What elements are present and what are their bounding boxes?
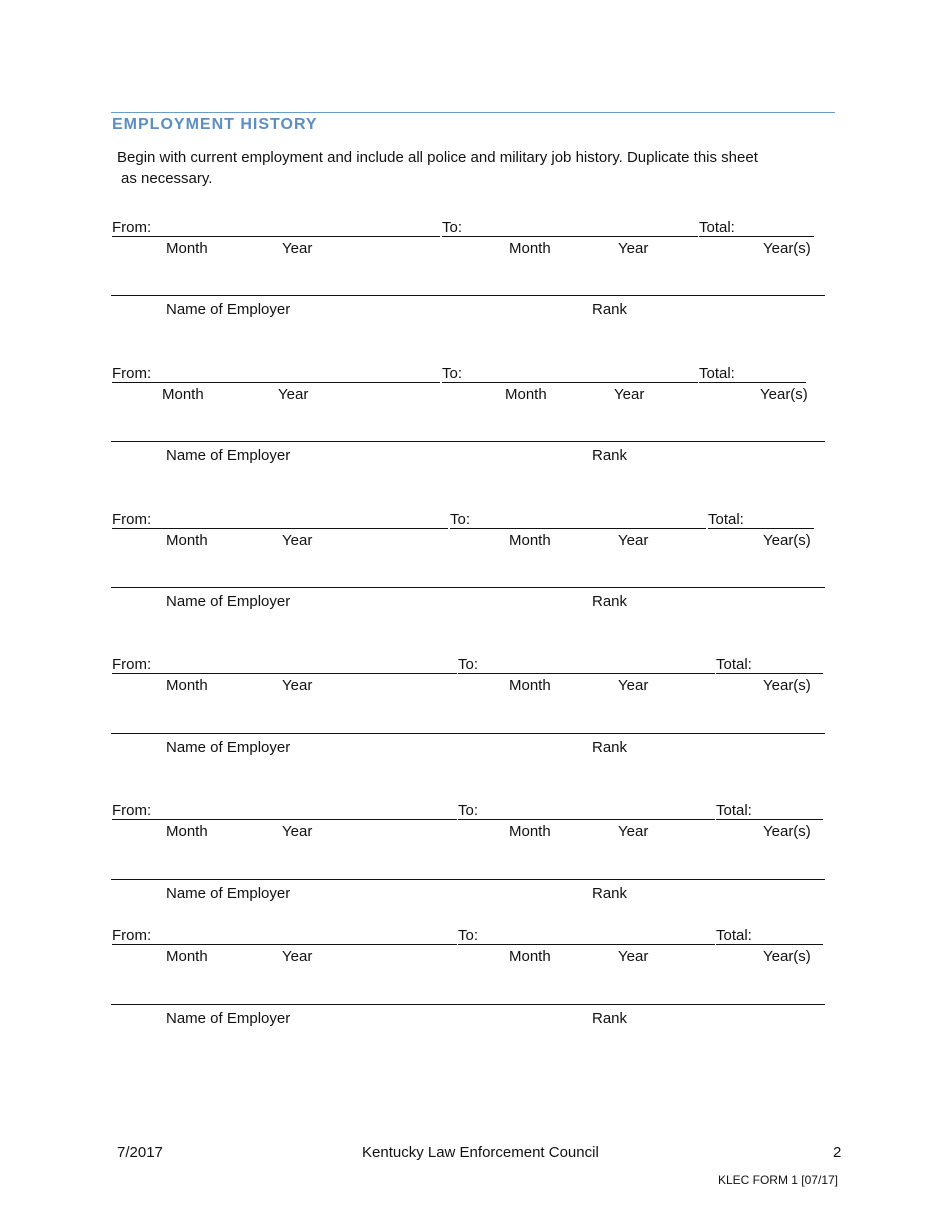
employer-rank-field[interactable] bbox=[111, 879, 825, 880]
from-month-caption: Month bbox=[166, 240, 208, 257]
to-label: To: bbox=[458, 802, 479, 819]
employer-caption: Name of Employer bbox=[166, 593, 291, 610]
rank-caption: Rank bbox=[592, 739, 628, 756]
to-year-caption: Year bbox=[614, 386, 645, 403]
to-month-caption: Month bbox=[509, 677, 551, 694]
to-year-caption: Year bbox=[618, 823, 649, 840]
total-label: Total: bbox=[699, 365, 735, 382]
to-label: To: bbox=[442, 219, 463, 236]
employer-caption: Name of Employer bbox=[166, 885, 291, 902]
section-title: EMPLOYMENT HISTORY bbox=[112, 116, 318, 133]
employer-rank-field[interactable] bbox=[111, 733, 825, 734]
instructions-line-2: as necessary. bbox=[121, 170, 213, 187]
employer-caption: Name of Employer bbox=[166, 739, 291, 756]
employment-entry bbox=[0, 365, 950, 485]
employment-entry bbox=[0, 511, 950, 631]
from-label: From: bbox=[112, 219, 152, 236]
page-number: 2 bbox=[833, 1144, 842, 1161]
total-years-field[interactable] bbox=[716, 673, 823, 674]
from-date-field[interactable] bbox=[112, 819, 457, 820]
from-month-caption: Month bbox=[166, 532, 208, 549]
footer-date: 7/2017 bbox=[117, 1144, 163, 1161]
employment-entry bbox=[0, 219, 950, 339]
from-date-field[interactable] bbox=[112, 673, 457, 674]
from-year-caption: Year bbox=[282, 823, 313, 840]
total-years-caption: Year(s) bbox=[763, 532, 811, 549]
total-years-caption: Year(s) bbox=[763, 948, 811, 965]
to-month-caption: Month bbox=[509, 532, 551, 549]
from-date-field[interactable] bbox=[112, 528, 448, 529]
to-date-field[interactable] bbox=[458, 944, 715, 945]
total-years-field[interactable] bbox=[716, 944, 823, 945]
from-date-field[interactable] bbox=[112, 236, 440, 237]
total-years-field[interactable] bbox=[699, 382, 806, 383]
to-label: To: bbox=[442, 365, 463, 382]
to-month-caption: Month bbox=[509, 823, 551, 840]
instructions-line-1: Begin with current employment and include all police and military job history. Duplicate this sheet bbox=[117, 149, 758, 166]
from-label: From: bbox=[112, 365, 152, 382]
total-years-caption: Year(s) bbox=[763, 823, 811, 840]
employer-caption: Name of Employer bbox=[166, 301, 291, 318]
total-label: Total: bbox=[716, 802, 752, 819]
total-years-caption: Year(s) bbox=[763, 677, 811, 694]
to-date-field[interactable] bbox=[442, 236, 698, 237]
to-year-caption: Year bbox=[618, 948, 649, 965]
employer-rank-field[interactable] bbox=[111, 295, 825, 296]
from-month-caption: Month bbox=[166, 823, 208, 840]
total-label: Total: bbox=[716, 656, 752, 673]
to-year-caption: Year bbox=[618, 532, 649, 549]
footer-organization: Kentucky Law Enforcement Council bbox=[362, 1144, 599, 1161]
from-label: From: bbox=[112, 511, 152, 528]
employer-caption: Name of Employer bbox=[166, 447, 291, 464]
to-date-field[interactable] bbox=[458, 673, 715, 674]
from-label: From: bbox=[112, 656, 152, 673]
total-years-field[interactable] bbox=[716, 819, 823, 820]
to-year-caption: Year bbox=[618, 240, 649, 257]
from-year-caption: Year bbox=[282, 240, 313, 257]
total-label: Total: bbox=[716, 927, 752, 944]
total-years-caption: Year(s) bbox=[760, 386, 808, 403]
employment-entry bbox=[0, 656, 950, 776]
from-label: From: bbox=[112, 927, 152, 944]
to-month-caption: Month bbox=[505, 386, 547, 403]
to-label: To: bbox=[450, 511, 471, 528]
to-date-field[interactable] bbox=[450, 528, 706, 529]
to-label: To: bbox=[458, 656, 479, 673]
to-month-caption: Month bbox=[509, 948, 551, 965]
from-month-caption: Month bbox=[166, 677, 208, 694]
employment-entry bbox=[0, 802, 950, 922]
from-year-caption: Year bbox=[282, 532, 313, 549]
rank-caption: Rank bbox=[592, 447, 628, 464]
from-date-field[interactable] bbox=[112, 944, 457, 945]
to-year-caption: Year bbox=[618, 677, 649, 694]
employer-rank-field[interactable] bbox=[111, 587, 825, 588]
instructions bbox=[117, 147, 817, 189]
rank-caption: Rank bbox=[592, 593, 628, 610]
rank-caption: Rank bbox=[592, 1010, 628, 1027]
from-month-caption: Month bbox=[166, 948, 208, 965]
section-divider bbox=[111, 112, 835, 113]
total-years-field[interactable] bbox=[699, 236, 814, 237]
to-date-field[interactable] bbox=[458, 819, 715, 820]
employer-rank-field[interactable] bbox=[111, 441, 825, 442]
from-date-field[interactable] bbox=[112, 382, 440, 383]
from-year-caption: Year bbox=[282, 948, 313, 965]
from-year-caption: Year bbox=[278, 386, 309, 403]
from-label: From: bbox=[112, 802, 152, 819]
form-id: KLEC FORM 1 [07/17] bbox=[717, 1173, 838, 1187]
to-label: To: bbox=[458, 927, 479, 944]
to-month-caption: Month bbox=[509, 240, 551, 257]
total-years-caption: Year(s) bbox=[763, 240, 811, 257]
from-year-caption: Year bbox=[282, 677, 313, 694]
rank-caption: Rank bbox=[592, 885, 628, 902]
employment-entry bbox=[0, 927, 950, 1047]
rank-caption: Rank bbox=[592, 301, 628, 318]
employer-rank-field[interactable] bbox=[111, 1004, 825, 1005]
total-label: Total: bbox=[699, 219, 735, 236]
from-month-caption: Month bbox=[162, 386, 204, 403]
to-date-field[interactable] bbox=[442, 382, 698, 383]
employer-caption: Name of Employer bbox=[166, 1010, 291, 1027]
total-years-field[interactable] bbox=[708, 528, 814, 529]
total-label: Total: bbox=[708, 511, 744, 528]
